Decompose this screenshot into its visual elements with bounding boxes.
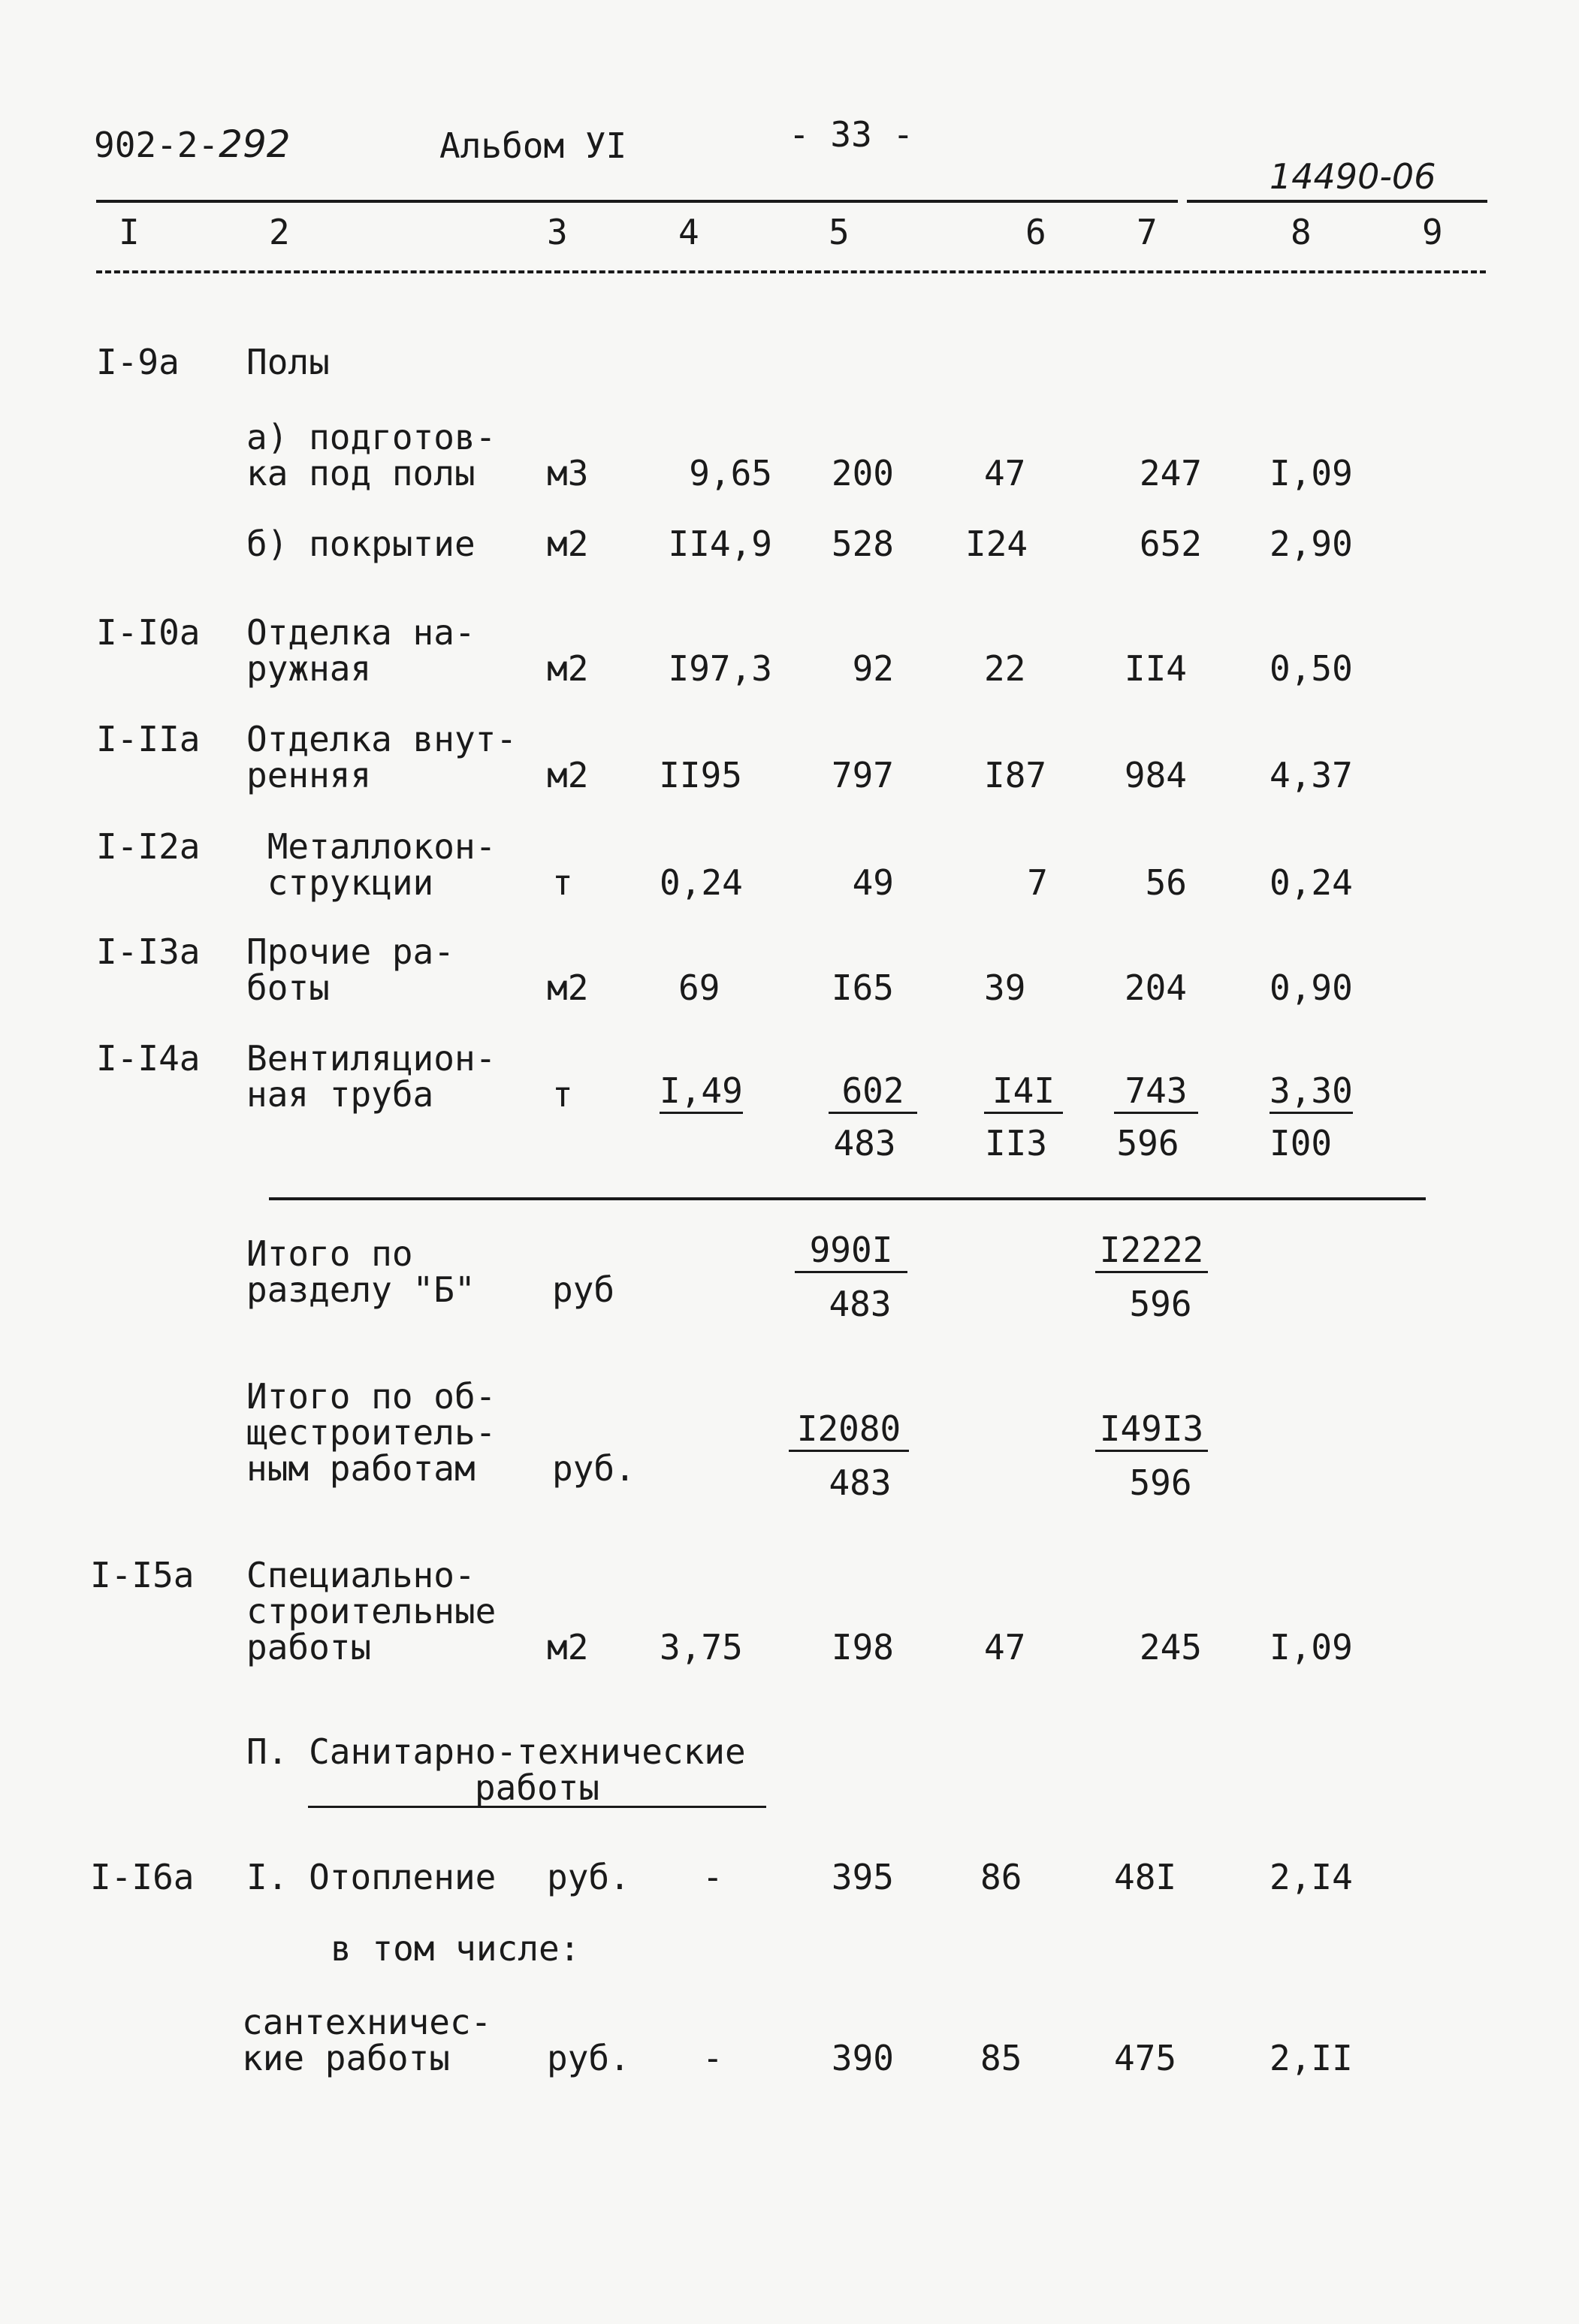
row-name: б) покрытие bbox=[246, 524, 476, 564]
row-col8: I,09 bbox=[1270, 453, 1353, 493]
col-7-header: 7 bbox=[1137, 212, 1158, 252]
row-code: I-I0a bbox=[96, 612, 201, 653]
col-9-header: 9 bbox=[1422, 212, 1443, 252]
col-5-header: 5 bbox=[829, 212, 850, 252]
row-col5: 797 bbox=[831, 755, 894, 795]
row-col6: 22 bbox=[984, 648, 1026, 689]
doc-number-handwritten: 292 bbox=[219, 122, 291, 166]
header-rule-left bbox=[96, 200, 1178, 203]
col-1-header: I bbox=[119, 212, 140, 252]
row-col4: I,49 bbox=[660, 1073, 743, 1114]
doc-number-printed: 902-2- bbox=[94, 125, 219, 165]
row-col6: 85 bbox=[980, 2038, 1022, 2078]
header-rule-right bbox=[1187, 200, 1487, 203]
row-col8: 2,90 bbox=[1270, 524, 1353, 564]
row-name: Полы bbox=[246, 342, 330, 382]
row-col7: 56 bbox=[1145, 862, 1187, 903]
total-name: Итого по разделу "Б" bbox=[246, 1233, 476, 1310]
row-unit: руб. bbox=[547, 2038, 630, 2078]
total-col5-numerator: 990I bbox=[795, 1232, 907, 1273]
row-name: Прочие ра- боты bbox=[246, 931, 454, 1008]
col-3-header: 3 bbox=[547, 212, 568, 252]
total-col5-denominator: 483 bbox=[829, 1462, 892, 1503]
row-unit: м3 bbox=[547, 453, 589, 493]
row-name: Отделка внут- ренняя bbox=[246, 719, 518, 795]
row-col5: 92 bbox=[852, 648, 894, 689]
row-col4: 3,75 bbox=[660, 1627, 743, 1668]
row-col4: II95 bbox=[659, 755, 742, 795]
doc-number bbox=[94, 122, 291, 166]
row-col7: 652 bbox=[1139, 524, 1202, 564]
row-col5-denominator: 483 bbox=[833, 1123, 896, 1164]
row-col8-numerator: 3,30 bbox=[1270, 1073, 1353, 1114]
row-col7-denominator: 596 bbox=[1116, 1123, 1179, 1164]
page-number: - 33 - bbox=[789, 114, 914, 155]
total-col7-denominator: 596 bbox=[1129, 1462, 1192, 1503]
row-col5: I65 bbox=[831, 967, 894, 1008]
row-unit: м2 bbox=[547, 967, 589, 1008]
col-8-header: 8 bbox=[1291, 212, 1312, 252]
row-code: I-I6a bbox=[90, 1857, 195, 1897]
row-col7: 48I bbox=[1114, 1857, 1177, 1897]
row-unit: т bbox=[552, 1074, 573, 1115]
section-heading-line1: П. Санитарно-технические bbox=[246, 1731, 746, 1772]
row-col4: I97,3 bbox=[668, 648, 772, 689]
row-unit: м2 bbox=[547, 648, 589, 689]
row-col6: 39 bbox=[984, 967, 1026, 1008]
row-col6-denominator: II3 bbox=[984, 1123, 1048, 1164]
row-col7: 245 bbox=[1139, 1627, 1202, 1668]
stamp-number: 14490-06 bbox=[1270, 156, 1436, 197]
row-code: I-I5a bbox=[90, 1555, 195, 1595]
row-col4: 69 bbox=[678, 967, 720, 1008]
col-6-header: 6 bbox=[1025, 212, 1046, 252]
row-code: I-I4a bbox=[96, 1038, 201, 1079]
album-label: Альбом УI bbox=[439, 125, 627, 166]
row-col8: 4,37 bbox=[1270, 755, 1353, 795]
row-col6: I87 bbox=[984, 755, 1047, 795]
row-col8: 0,50 bbox=[1270, 648, 1353, 689]
total-name: Итого по об- щестроитель- ным работам bbox=[246, 1376, 497, 1489]
row-col7: 475 bbox=[1114, 2038, 1177, 2078]
row-col5-numerator: 602 bbox=[829, 1073, 917, 1114]
row-col5: 200 bbox=[831, 453, 894, 493]
row-col5: 49 bbox=[852, 862, 894, 903]
row-unit: т bbox=[552, 862, 573, 903]
total-unit: руб bbox=[552, 1269, 615, 1310]
row-name: а) подготов- ка под полы bbox=[246, 417, 497, 493]
row-col8: 0,90 bbox=[1270, 967, 1353, 1008]
row-col4: 0,24 bbox=[660, 862, 743, 903]
row-col8: 2,I4 bbox=[1270, 1857, 1353, 1897]
row-name: I. Отопление bbox=[246, 1857, 497, 1897]
row-name: Металлокон- струкции bbox=[267, 826, 497, 903]
row-col7: 204 bbox=[1124, 967, 1187, 1008]
total-col5-denominator: 483 bbox=[829, 1284, 892, 1324]
row-unit: м2 bbox=[547, 755, 589, 795]
row-col5: 395 bbox=[831, 1857, 894, 1897]
row-col5: I98 bbox=[831, 1627, 894, 1668]
total-col7-denominator: 596 bbox=[1129, 1284, 1192, 1324]
row-col6: 86 bbox=[980, 1857, 1022, 1897]
row-name: Отделка на- ружная bbox=[246, 612, 476, 689]
row-col7: 984 bbox=[1124, 755, 1187, 795]
row-unit: м2 bbox=[547, 1627, 589, 1668]
total-col7-numerator: I49I3 bbox=[1095, 1411, 1208, 1452]
row-code: I-IIa bbox=[96, 719, 201, 759]
row-col4: 9,65 bbox=[689, 453, 772, 493]
row-col5: 528 bbox=[831, 524, 894, 564]
row-col6-numerator: I4I bbox=[984, 1073, 1063, 1114]
row-col4: - bbox=[702, 2038, 723, 2078]
column-header-dashed-rule bbox=[96, 270, 1486, 273]
row-col8: 2,II bbox=[1270, 2038, 1353, 2078]
row-col6: I24 bbox=[965, 524, 1028, 564]
total-unit: руб. bbox=[552, 1448, 636, 1489]
row-col6: 47 bbox=[984, 453, 1026, 493]
row-col8: I,09 bbox=[1270, 1627, 1353, 1668]
row-col6: 47 bbox=[984, 1627, 1026, 1668]
col-4-header: 4 bbox=[678, 212, 699, 252]
row-col4: - bbox=[702, 1857, 723, 1897]
section-heading-line2: работы bbox=[474, 1767, 600, 1808]
row-col7-numerator: 743 bbox=[1114, 1073, 1198, 1114]
row-unit: м2 bbox=[547, 524, 589, 564]
row-code: I-I2a bbox=[96, 826, 201, 867]
total-col5-numerator: I2080 bbox=[789, 1411, 909, 1452]
row-name: Специально- строительные работы bbox=[246, 1555, 497, 1668]
row-col8: 0,24 bbox=[1270, 862, 1353, 903]
row-code: I-I3a bbox=[96, 931, 201, 972]
row-col6: 7 bbox=[1027, 862, 1048, 903]
col-2-header: 2 bbox=[269, 212, 290, 252]
row-col5: 390 bbox=[831, 2038, 894, 2078]
row-name: сантехничес- кие работы bbox=[242, 2002, 492, 2078]
row-col7: 247 bbox=[1139, 453, 1202, 493]
total-col7-numerator: I2222 bbox=[1095, 1232, 1208, 1273]
section-heading-underline bbox=[308, 1806, 766, 1808]
row-col8-denominator: I00 bbox=[1270, 1123, 1333, 1164]
row-col4: II4,9 bbox=[668, 524, 772, 564]
including-label: в том числе: bbox=[331, 1928, 581, 1969]
row-code: I-9a bbox=[96, 342, 180, 382]
row-unit: руб. bbox=[547, 1857, 630, 1897]
section-separator-rule bbox=[269, 1197, 1426, 1200]
row-col7: II4 bbox=[1124, 648, 1187, 689]
row-name: Вентиляцион- ная труба bbox=[246, 1038, 497, 1115]
